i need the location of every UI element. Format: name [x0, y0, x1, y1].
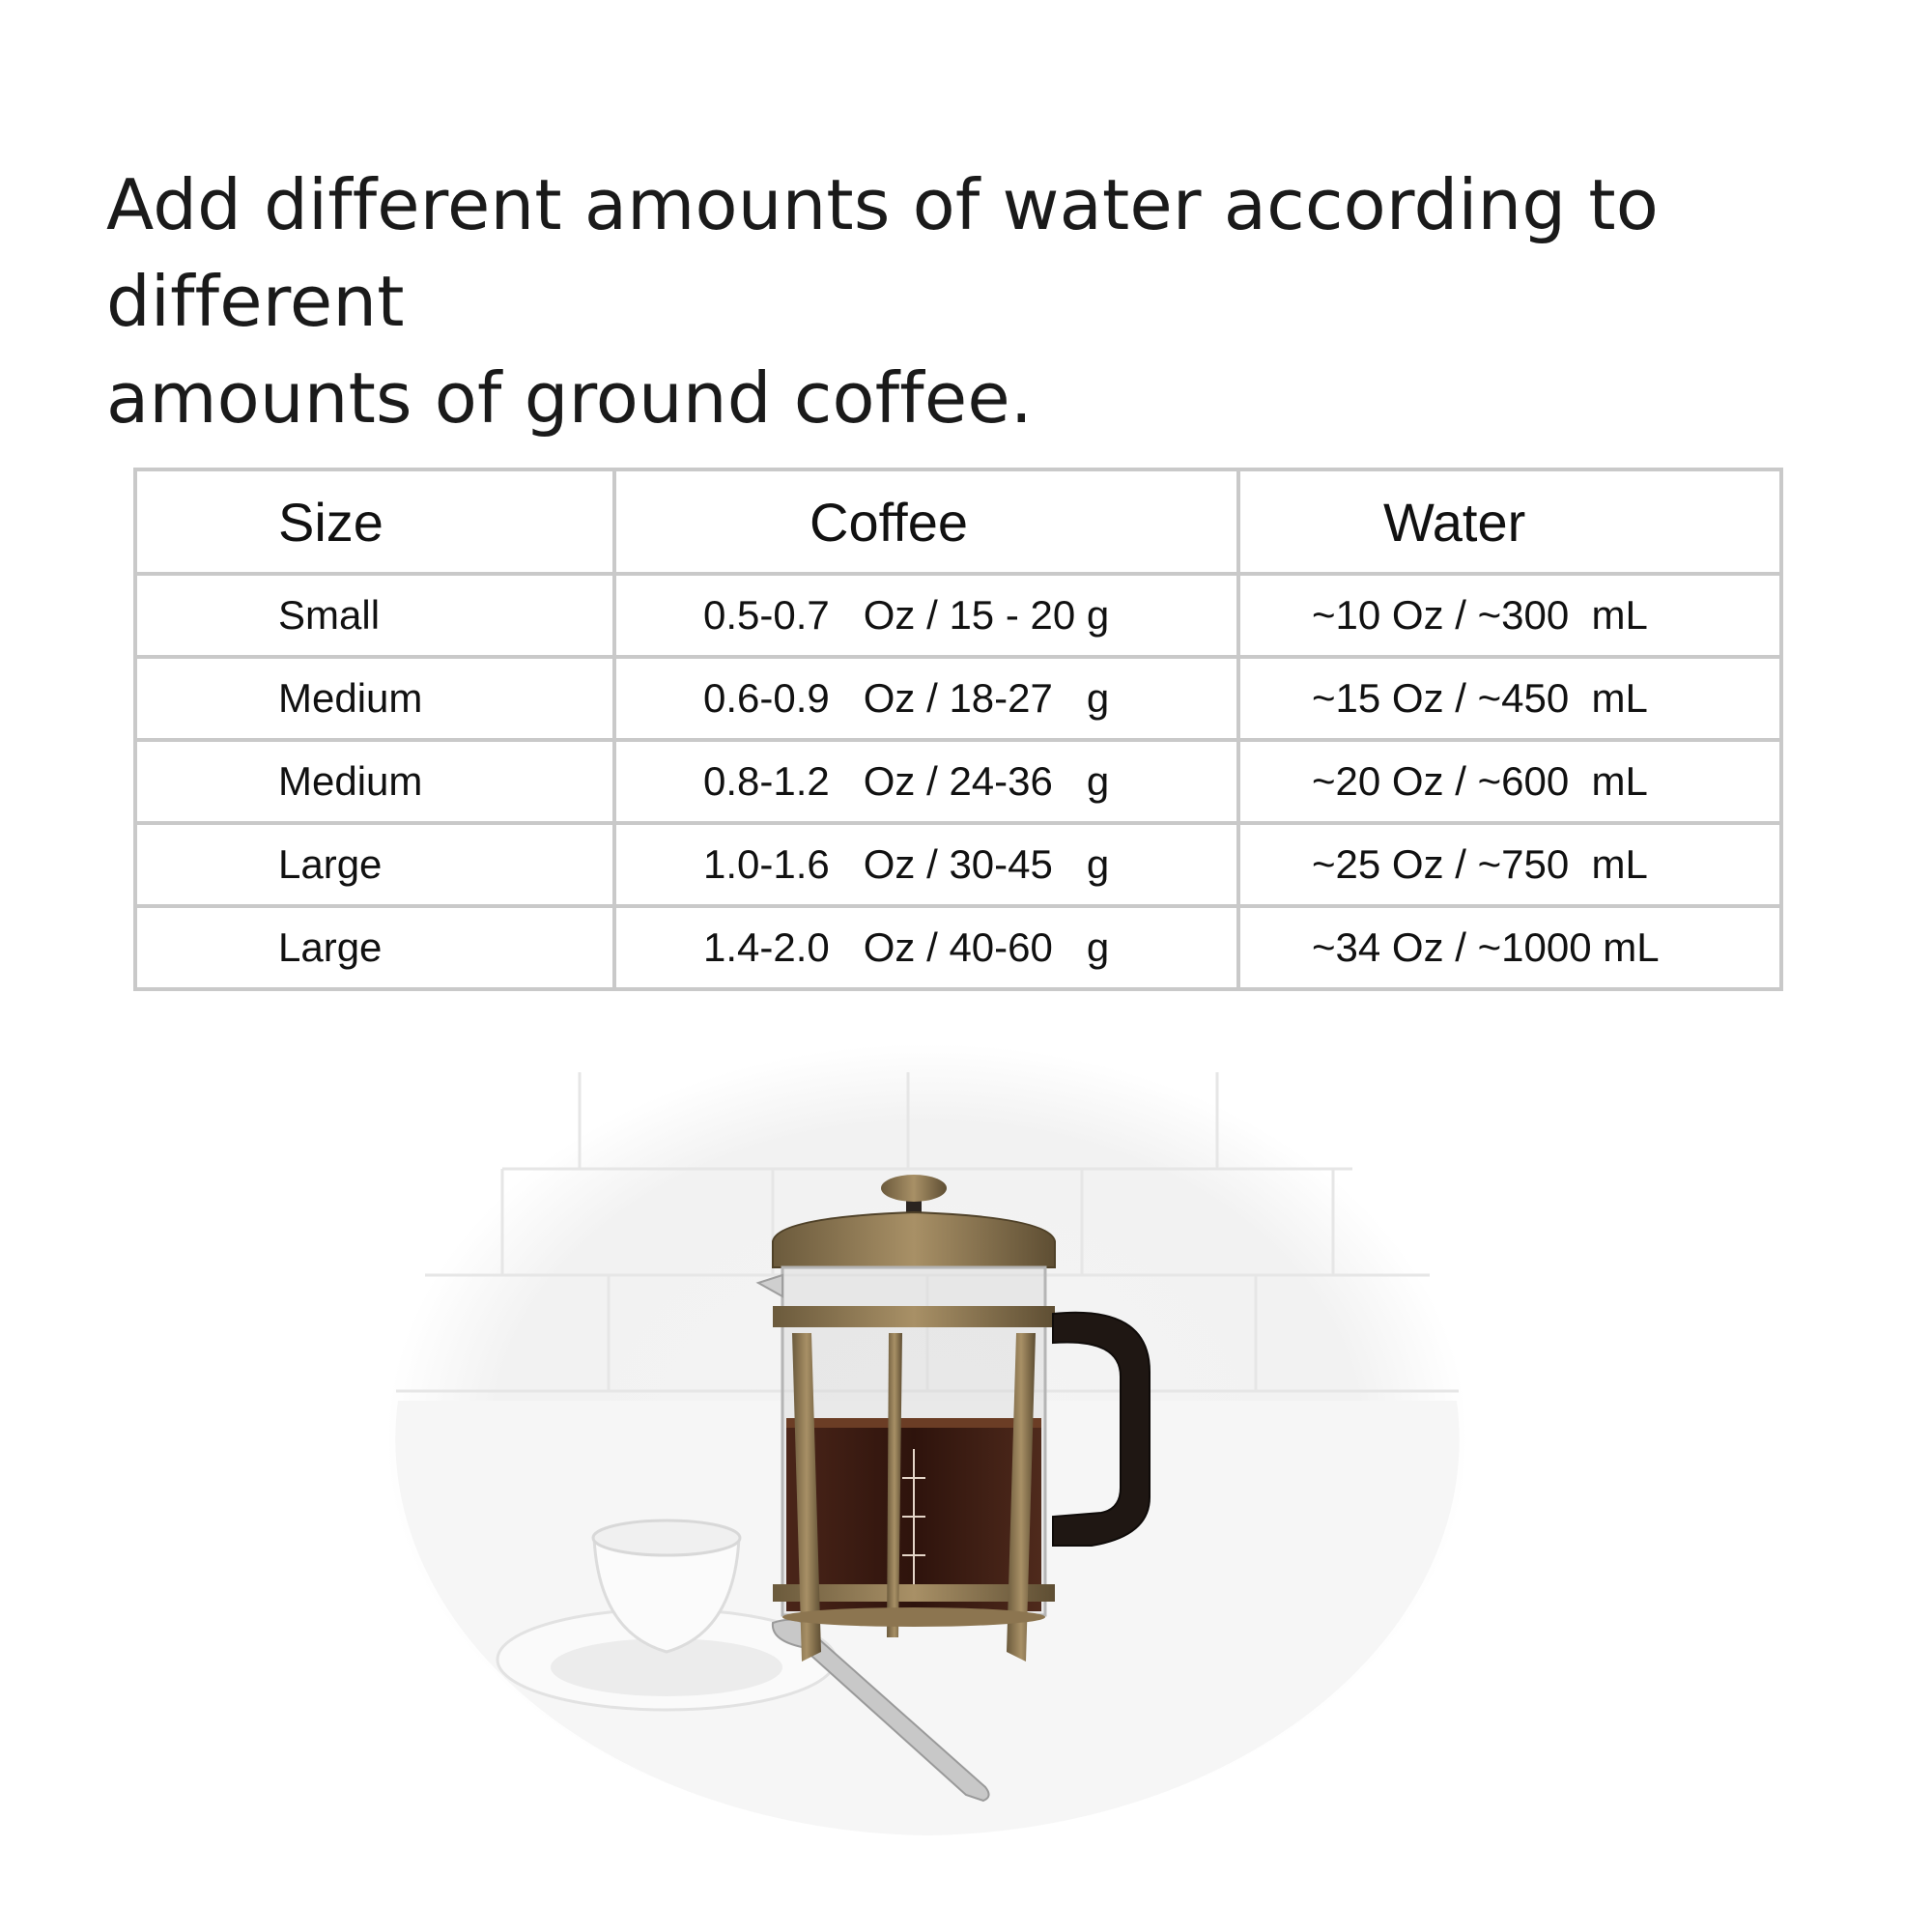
size-cell: Large: [135, 906, 614, 989]
size-cell: Small: [135, 574, 614, 657]
water-cell: ~10 Oz / ~300 mL: [1238, 574, 1781, 657]
column-header-water: Water: [1238, 469, 1781, 574]
column-header-size: Size: [135, 469, 614, 574]
table-row: [135, 574, 1781, 657]
page-heading: [106, 156, 1845, 446]
coffee-cell: 1.0-1.6 Oz / 30-45 g: [614, 823, 1238, 906]
size-cell: Medium: [135, 740, 614, 823]
water-cell: ~20 Oz / ~600 mL: [1238, 740, 1781, 823]
cup-rim: [593, 1520, 740, 1555]
table-row: [135, 823, 1781, 906]
table-header-row: [135, 469, 1781, 574]
coffee-cell: 0.8-1.2 Oz / 24-36 g: [614, 740, 1238, 823]
table-row: [135, 906, 1781, 989]
heading-line-1: Add different amounts of water according to different: [106, 164, 1660, 342]
water-cell: ~34 Oz / ~1000 mL: [1238, 906, 1781, 989]
size-cell: Large: [135, 823, 614, 906]
coffee-water-ratio-table: [133, 468, 1783, 991]
table-row: [135, 740, 1781, 823]
french-press-photo: [386, 1043, 1468, 1835]
heading-line-2: amounts of ground coffee.: [106, 357, 1033, 439]
coffee-cell: 0.5-0.7 Oz / 15 - 20 g: [614, 574, 1238, 657]
water-cell: ~25 Oz / ~750 mL: [1238, 823, 1781, 906]
table-row: [135, 657, 1781, 740]
column-header-coffee: Coffee: [614, 469, 1238, 574]
ratio-table-container: [133, 468, 1783, 991]
water-cell: ~15 Oz / ~450 mL: [1238, 657, 1781, 740]
size-cell: Medium: [135, 657, 614, 740]
coffee-cell: 0.6-0.9 Oz / 18-27 g: [614, 657, 1238, 740]
coffee-cell: 1.4-2.0 Oz / 40-60 g: [614, 906, 1238, 989]
